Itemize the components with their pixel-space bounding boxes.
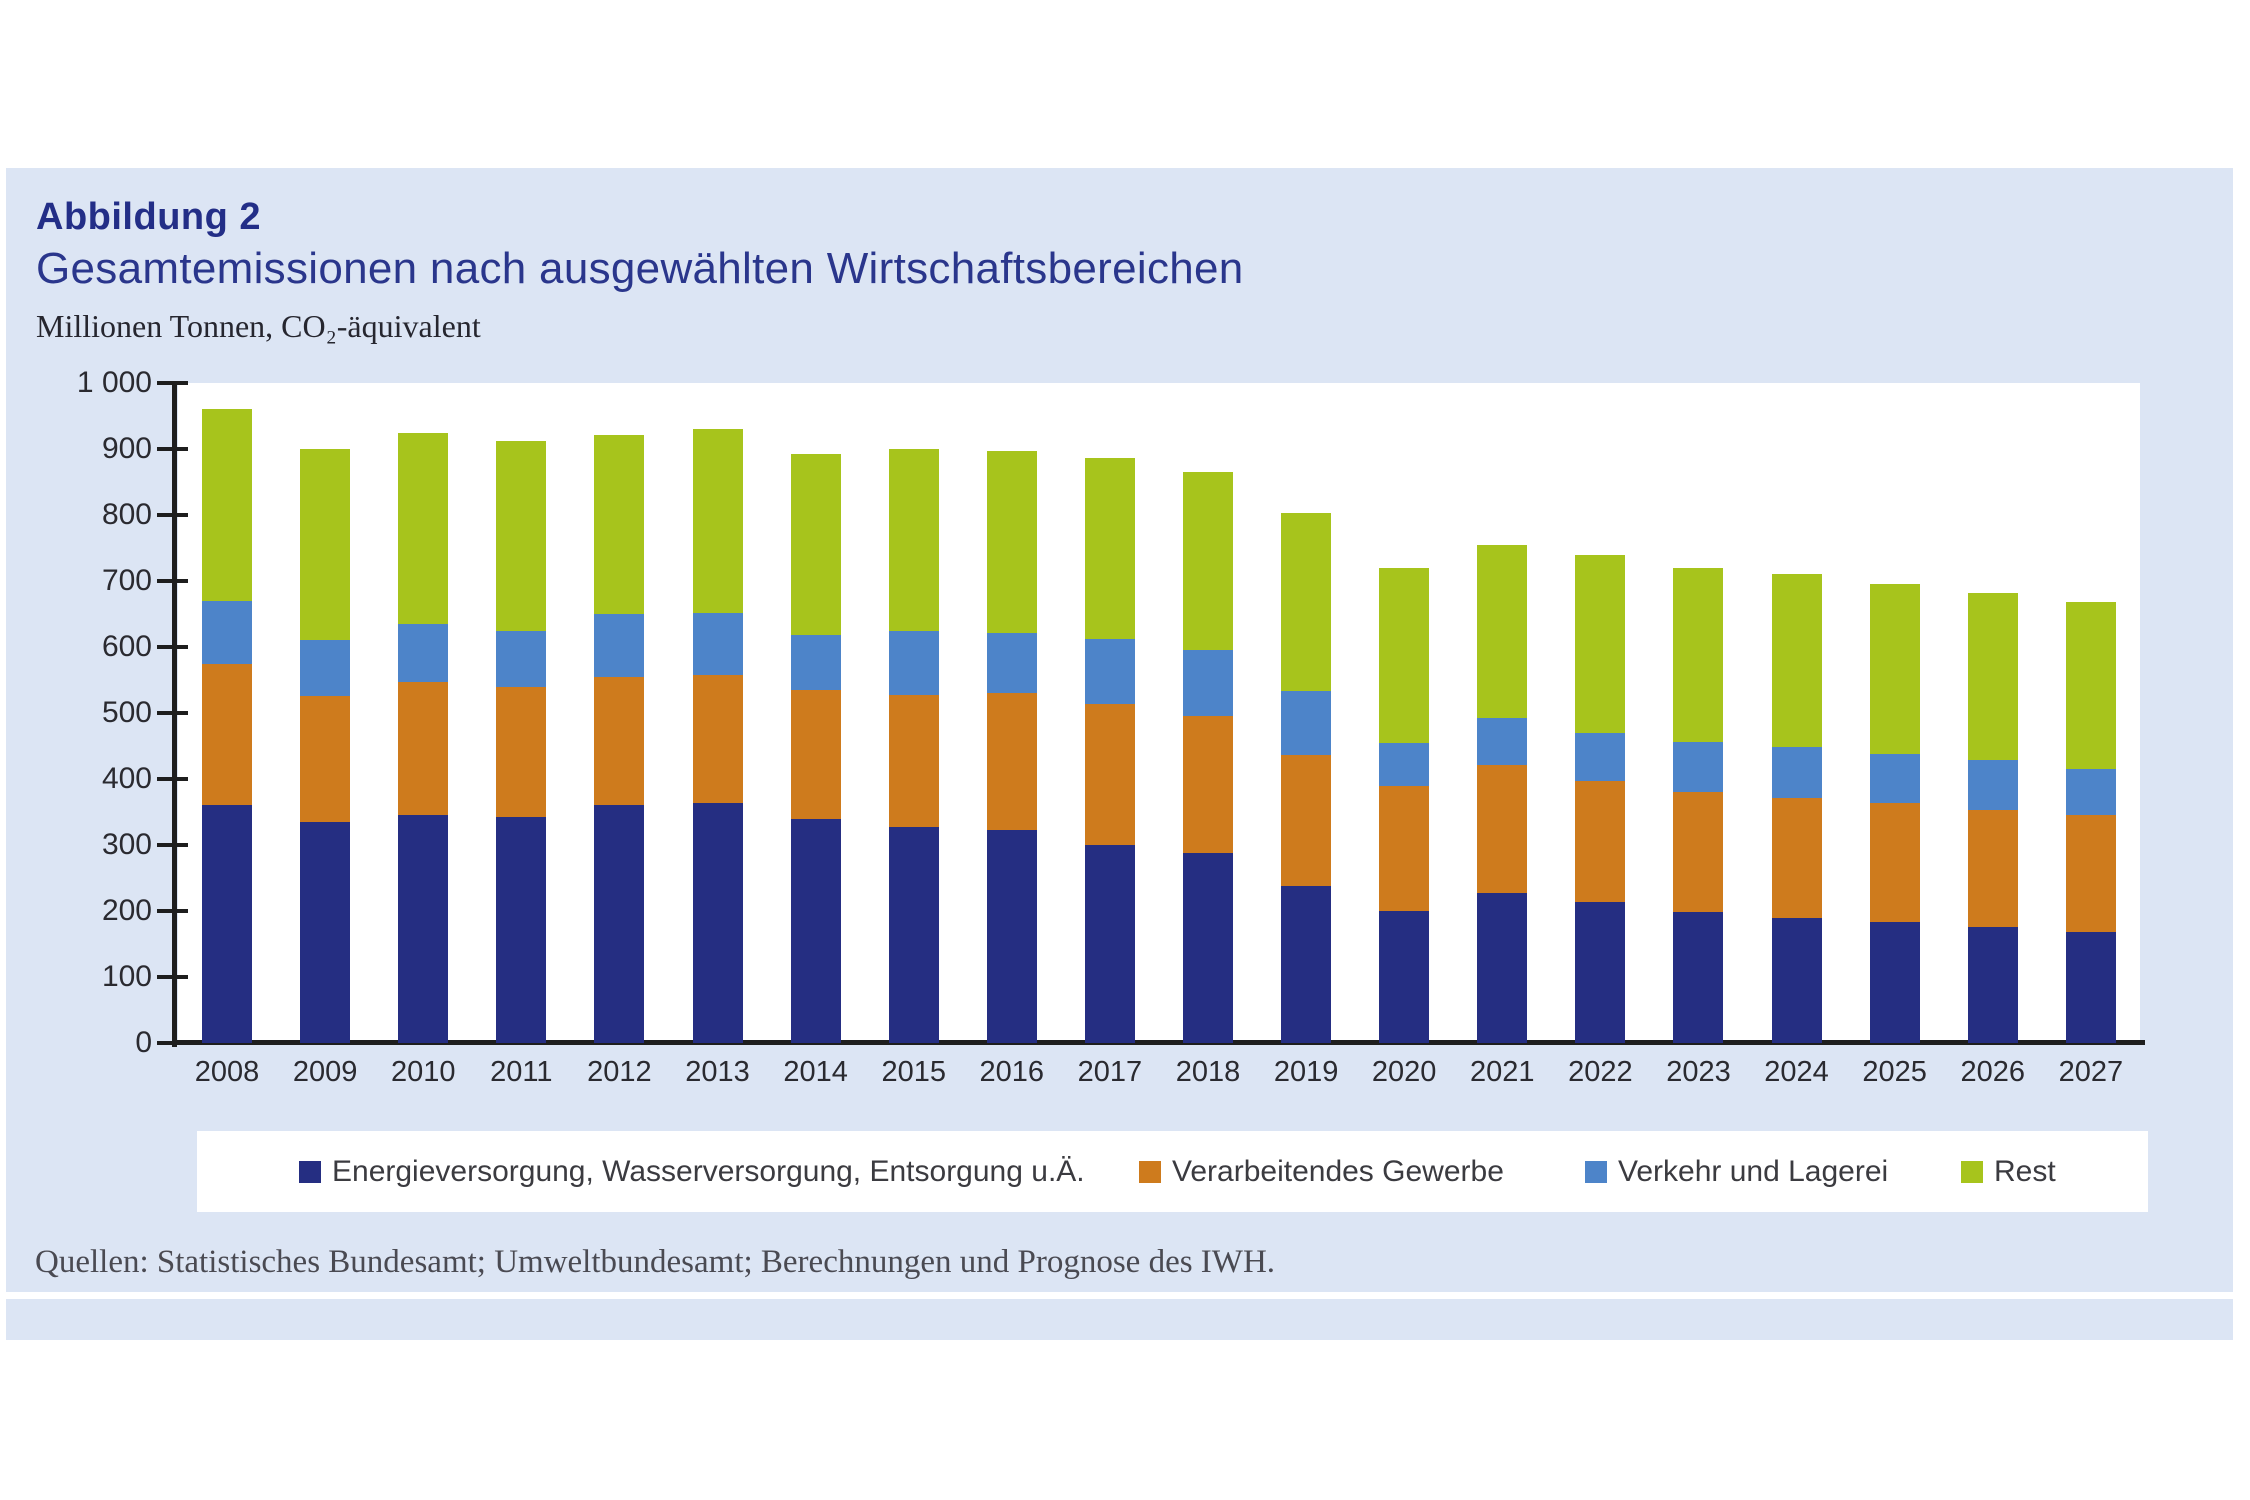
bar-segment [2066, 932, 2116, 1043]
legend-item [1961, 1131, 2056, 1212]
x-axis-label-2020: 2020 [1371, 1056, 1437, 1088]
x-axis-label-2022: 2022 [1568, 1056, 1633, 1088]
bar-slot-2014 [767, 383, 865, 1043]
bar-segment [1379, 743, 1429, 786]
figure-label: Abbildung 2 [36, 196, 262, 238]
bar-segment [1281, 513, 1331, 691]
x-axis-label-2018: 2018 [1175, 1056, 1241, 1088]
bar-segment [1673, 568, 1723, 742]
bar-segment [1477, 893, 1527, 1043]
bar-segment [1085, 639, 1135, 704]
bar-segment [987, 633, 1037, 694]
stacked-bar-2021 [1477, 545, 1527, 1043]
bar-segment [1575, 902, 1625, 1043]
panel-bottom-divider [6, 1292, 2233, 1299]
bar-segment [398, 815, 448, 1043]
legend-label: Verarbeitendes Gewerbe [1172, 1154, 1504, 1188]
bar-segment [1673, 742, 1723, 792]
stacked-bar-2012 [594, 435, 644, 1043]
chart-panel [6, 168, 2233, 1340]
x-axis-label-2024: 2024 [1764, 1056, 1829, 1088]
bar-segment [693, 613, 743, 675]
stacked-bar-2020 [1379, 568, 1429, 1043]
x-axis-label-2008: 2008 [194, 1056, 260, 1088]
bar-segment [300, 696, 350, 822]
x-axis-label-2011: 2011 [490, 1056, 553, 1088]
stacked-bar-2027 [2066, 602, 2116, 1043]
bar-segment [1281, 886, 1331, 1043]
legend-swatch-icon [1585, 1161, 1607, 1183]
bar-segment [987, 830, 1037, 1043]
bar-segment [987, 693, 1037, 830]
legend-swatch-icon [1961, 1161, 1983, 1183]
bar-slot-2018 [1159, 383, 1257, 1043]
source-note: Quellen: Statistisches Bundesamt; Umweltbundesamt; Berechnungen und Prognose des IWH. [35, 1244, 1276, 1280]
y-tick-label: 900 [101, 432, 152, 465]
bar-segment [693, 803, 743, 1043]
x-axis-labels [178, 1056, 2140, 1089]
bar-segment [1183, 716, 1233, 853]
bar-slot-2016 [963, 383, 1061, 1043]
bar-segment [1968, 927, 2018, 1043]
legend-label: Verkehr und Lagerei [1618, 1154, 1889, 1188]
bar-segment [300, 449, 350, 640]
y-tick-label: 0 [135, 1026, 152, 1059]
bar-slot-2027 [2042, 383, 2140, 1043]
stacked-bar-2017 [1085, 458, 1135, 1043]
bar-segment [496, 441, 546, 630]
bar-segment [987, 451, 1037, 633]
x-axis-label-2013: 2013 [685, 1056, 750, 1088]
bar-segment [1968, 810, 2018, 927]
bar-slot-2008 [178, 383, 276, 1043]
x-axis-label-2010: 2010 [390, 1056, 456, 1088]
bar-slot-2026 [1944, 383, 2042, 1043]
bar-slot-2024 [1748, 383, 1846, 1043]
bar-slot-2009 [276, 383, 374, 1043]
x-axis-label-2015: 2015 [881, 1056, 946, 1088]
bar-slot-2017 [1061, 383, 1159, 1043]
bar-slot-2011 [472, 383, 570, 1043]
x-axis-label-2009: 2009 [292, 1056, 358, 1088]
bar-segment [2066, 769, 2116, 815]
bar-segment [1968, 760, 2018, 810]
legend-swatch-icon [299, 1161, 321, 1183]
stacked-bar-2018 [1183, 472, 1233, 1043]
x-axis-label-2016: 2016 [979, 1056, 1045, 1088]
bar-segment [1772, 747, 1822, 797]
y-tick-label: 100 [101, 960, 152, 993]
bar-segment [1379, 911, 1429, 1043]
bar-slot-2021 [1453, 383, 1551, 1043]
bar-segment [1772, 918, 1822, 1043]
bar-segment [1575, 555, 1625, 733]
bar-segment [1968, 593, 2018, 760]
bar-segment [1183, 650, 1233, 716]
x-axis-label-2026: 2026 [1960, 1056, 2025, 1088]
bar-segment [202, 805, 252, 1043]
x-axis-label-2012: 2012 [587, 1056, 652, 1088]
bar-segment [791, 635, 841, 690]
bar-segment [693, 675, 743, 804]
stacked-bar-2019 [1281, 513, 1331, 1043]
x-axis-label-2025: 2025 [1862, 1056, 1927, 1088]
bar-segment [202, 409, 252, 600]
stacked-bar-2011 [496, 441, 546, 1043]
bar-segment [889, 631, 939, 695]
x-axis-label-2023: 2023 [1666, 1056, 1731, 1088]
x-axis-label-2027: 2027 [2058, 1056, 2124, 1088]
bar-slot-2020 [1355, 383, 1453, 1043]
bar-segment [791, 819, 841, 1043]
legend-item [1585, 1131, 1888, 1212]
bar-segment [594, 805, 644, 1043]
bars-layer [178, 383, 2140, 1043]
bar-segment [1870, 754, 1920, 804]
bar-slot-2015 [865, 383, 963, 1043]
bar-segment [889, 449, 939, 631]
bar-segment [1772, 798, 1822, 918]
stacked-bar-2025 [1870, 584, 1920, 1043]
bar-segment [1183, 853, 1233, 1043]
legend-swatch-icon [1139, 1161, 1161, 1183]
stacked-bar-2015 [889, 449, 939, 1043]
bar-segment [1673, 792, 1723, 912]
bar-segment [2066, 602, 2116, 769]
legend-item [299, 1131, 1085, 1212]
bar-slot-2023 [1649, 383, 1747, 1043]
bar-segment [1085, 845, 1135, 1043]
y-tick-label: 500 [101, 696, 152, 729]
bar-segment [398, 624, 448, 682]
bar-segment [594, 677, 644, 806]
stacked-bar-2016 [987, 451, 1037, 1043]
chart-title: Gesamtemissionen nach ausgewählten Wirtschaftsbereichen [36, 244, 1244, 293]
stacked-bar-2013 [693, 429, 743, 1043]
bar-segment [1477, 765, 1527, 893]
bar-segment [300, 640, 350, 696]
stacked-bar-2024 [1772, 574, 1822, 1043]
legend [197, 1131, 2148, 1212]
bar-segment [1477, 545, 1527, 718]
bar-segment [300, 822, 350, 1043]
bar-segment [1870, 922, 1920, 1043]
bar-segment [1673, 912, 1723, 1043]
bar-segment [1477, 718, 1527, 765]
stacked-bar-2022 [1575, 555, 1625, 1043]
bar-segment [202, 601, 252, 664]
bar-segment [1281, 755, 1331, 886]
bar-segment [398, 682, 448, 815]
bar-slot-2022 [1551, 383, 1649, 1043]
x-axis-label-2021: 2021 [1470, 1056, 1535, 1088]
bar-segment [1085, 704, 1135, 845]
bar-segment [1772, 574, 1822, 747]
y-tick-label: 1 000 [76, 366, 152, 399]
bar-segment [889, 827, 939, 1043]
y-tick-label: 400 [101, 762, 152, 795]
x-axis-label-2019: 2019 [1273, 1056, 1339, 1088]
bar-slot-2013 [668, 383, 766, 1043]
x-axis-label-2017: 2017 [1077, 1056, 1143, 1088]
y-tick-label: 600 [101, 630, 152, 663]
bar-segment [594, 435, 644, 615]
bar-segment [1379, 568, 1429, 743]
bar-segment [496, 687, 546, 817]
stacked-bar-2009 [300, 449, 350, 1043]
bar-segment [398, 433, 448, 624]
stacked-bar-2023 [1673, 568, 1723, 1043]
bar-segment [1870, 803, 1920, 922]
y-tick-label: 300 [101, 828, 152, 861]
legend-label: Rest [1994, 1154, 2056, 1188]
x-axis-label-2014: 2014 [783, 1056, 848, 1088]
stacked-bar-2008 [202, 409, 252, 1043]
bar-segment [1183, 472, 1233, 650]
bar-slot-2012 [570, 383, 668, 1043]
bar-slot-2025 [1846, 383, 1944, 1043]
legend-label: Energieversorgung, Wasserversorgung, Entsorgung u.Ä. [332, 1154, 1085, 1188]
y-axis-line [172, 383, 177, 1047]
bar-segment [594, 614, 644, 677]
bar-segment [1870, 584, 1920, 754]
bar-segment [1379, 786, 1429, 911]
chart-unit-subtitle: Millionen Tonnen, CO₂-äquivalent [36, 308, 481, 344]
y-tick-label: 700 [101, 564, 152, 597]
legend-item [1139, 1131, 1504, 1212]
bar-segment [1575, 733, 1625, 781]
bar-segment [791, 454, 841, 636]
stacked-bar-2010 [398, 433, 448, 1043]
bar-segment [1575, 781, 1625, 902]
bar-segment [1085, 458, 1135, 640]
y-tick-label: 800 [101, 498, 152, 531]
bar-segment [791, 690, 841, 819]
bar-segment [693, 429, 743, 612]
bar-segment [1281, 691, 1331, 755]
bar-slot-2019 [1257, 383, 1355, 1043]
y-tick-label: 200 [101, 894, 152, 927]
bar-slot-2010 [374, 383, 472, 1043]
bar-segment [496, 817, 546, 1043]
bar-segment [202, 664, 252, 806]
bar-segment [496, 631, 546, 687]
stacked-bar-2014 [791, 454, 841, 1043]
bar-segment [889, 695, 939, 827]
bar-segment [2066, 815, 2116, 932]
stacked-bar-2026 [1968, 593, 2018, 1043]
